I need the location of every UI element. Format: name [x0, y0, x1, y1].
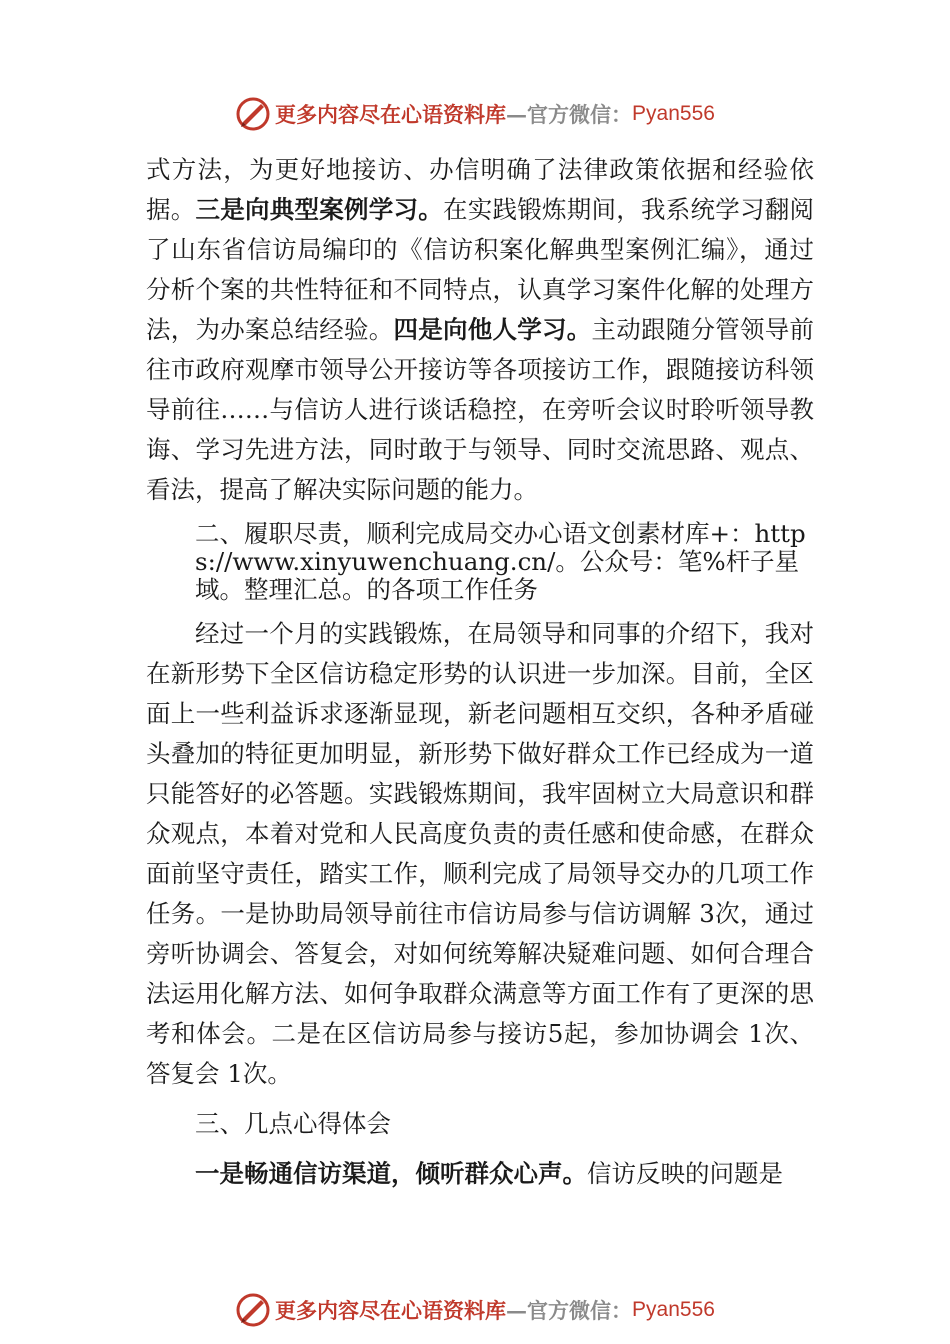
paragraph-text: 式方法，为更好地接访、办信明确了法律政策依据和经验依据。 — [146, 155, 814, 224]
paragraph-text: 主动跟随分管领导前往市政府观摩市领导公开接访等各项接访工作，跟随接访科领导前往……与信访人进行谈话稳控，在旁听会议时聆听领导教诲、学习先进方法，同时敢于与领导、同时交流思路、观点、看法，提高了解决实际问题的能力。 — [146, 315, 814, 504]
paragraph-text: 信访反映的问题是 — [587, 1159, 783, 1188]
document-body — [146, 150, 814, 1194]
watermark-wechat-label: 官方微信： — [527, 102, 633, 127]
watermark-dash: — — [506, 1297, 528, 1323]
pen-logo-icon — [235, 96, 271, 132]
pen-logo-icon — [235, 1292, 271, 1328]
watermark-main-text: 更多内容尽在心语资料库 — [275, 102, 507, 127]
section-heading-2: 二、履职尽责，顺利完成局交办心语文创素材库+：https://www.xinyuwenchuang.cn/。公众号：笔%杆子星域。整理汇总。的各项工作任务 — [195, 519, 806, 604]
watermark-wechat-label: 官方微信： — [527, 1298, 633, 1323]
watermark-dash: — — [506, 101, 528, 127]
paragraph-text: 在实践锻炼期间，我系统学习翻阅了山东省信访局编印的《信访积案化解典型案例汇编》，通过分析个案的共性特征和不同特点，认真学习案件化解的处理方法，为办案总结经验。 — [146, 195, 814, 344]
watermark-wechat-id: Pyan556 — [632, 1298, 715, 1321]
paragraph-learning — [146, 150, 814, 510]
footer-watermark — [0, 1290, 950, 1330]
bold-phrase-case-study: 三是向典型案例学习。 — [195, 195, 443, 224]
watermark-main-text: 更多内容尽在心语资料库 — [275, 1298, 507, 1323]
paragraph-practice: 经过一个月的实践锻炼，在局领导和同事的介绍下，我对在新形势下全区信访稳定形势的认识进一步加深。目前，全区面上一些利益诉求逐渐显现，新老问题相互交织，各种矛盾碰头叠加的特征更加明显，新形势下做好群众工作已经成为一道只能答好的必答题。实践锻炼期间，我牢固树立大局意识和群众观点，本着对党和人民高度负责的责任感和使命感，在群众面前坚守责任，踏实工作，顺利完成了局领导交办的几项工作任务。一是协助局领导前往市信访局参与信访调解 3次，通过旁听协调会、答复会，对如何统筹解决疑难问题、如何合理合法运用化解方法、如何争取群众满意等方面工作有了更深的思考和体会。二是在区信访局参与接访5起，参加协调会 1次、答复会 1次。 — [146, 619, 814, 1088]
header-watermark — [0, 94, 950, 134]
paragraph-experience — [146, 1154, 814, 1194]
bold-phrase-channels: 一是畅通信访渠道，倾听群众心声。 — [195, 1159, 587, 1188]
bold-phrase-learn-from-others: 四是向他人学习。 — [393, 315, 592, 344]
section-heading-3: 三、几点心得体会 — [195, 1109, 391, 1138]
watermark-wechat-id: Pyan556 — [632, 102, 715, 125]
